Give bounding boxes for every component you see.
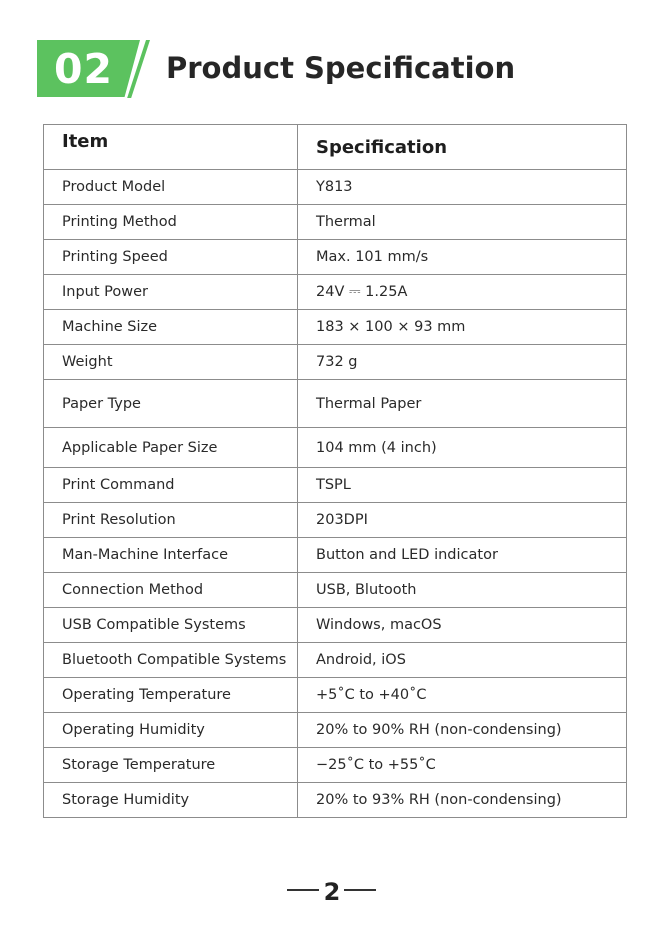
spec-cell: +5˚C to +40˚C bbox=[298, 678, 627, 713]
table-row bbox=[44, 380, 627, 428]
item-cell: Paper Type bbox=[44, 380, 298, 428]
table-row bbox=[44, 240, 627, 275]
item-cell: Operating Humidity bbox=[44, 713, 298, 748]
spec-cell: USB, Blutooth bbox=[298, 573, 627, 608]
table-row bbox=[44, 345, 627, 380]
table-row bbox=[44, 503, 627, 538]
spec-cell: Max. 101 mm/s bbox=[298, 240, 627, 275]
spec-cell: TSPL bbox=[298, 468, 627, 503]
item-cell: Man-Machine Interface bbox=[44, 538, 298, 573]
item-cell: Printing Method bbox=[44, 205, 298, 240]
table-row bbox=[44, 643, 627, 678]
table-row bbox=[44, 205, 627, 240]
item-cell: Bluetooth Compatible Systems bbox=[44, 643, 298, 678]
section-number: 02 bbox=[54, 45, 114, 93]
table-row bbox=[44, 713, 627, 748]
item-cell: Storage Humidity bbox=[44, 783, 298, 818]
item-cell: Storage Temperature bbox=[44, 748, 298, 783]
spec-cell: Thermal bbox=[298, 205, 627, 240]
item-cell: Product Model bbox=[44, 170, 298, 205]
footer-rule-left bbox=[287, 889, 319, 891]
table-row bbox=[44, 783, 627, 818]
spec-cell: Android, iOS bbox=[298, 643, 627, 678]
table-row bbox=[44, 428, 627, 468]
spec-cell: 20% to 93% RH (non-condensing) bbox=[298, 783, 627, 818]
spec-cell: Windows, macOS bbox=[298, 608, 627, 643]
table-row bbox=[44, 608, 627, 643]
spec-cell: Y813 bbox=[298, 170, 627, 205]
table-row bbox=[44, 170, 627, 205]
spec-cell: 24V ⎓ 1.25A bbox=[298, 275, 627, 310]
spec-cell: Button and LED indicator bbox=[298, 538, 627, 573]
spec-cell: 183 × 100 × 93 mm bbox=[298, 310, 627, 345]
item-cell: Printing Speed bbox=[44, 240, 298, 275]
table-row bbox=[44, 748, 627, 783]
item-cell: Operating Temperature bbox=[44, 678, 298, 713]
column-header-specification: Specification bbox=[298, 125, 627, 170]
spec-cell: 20% to 90% RH (non-condensing) bbox=[298, 713, 627, 748]
table-row bbox=[44, 538, 627, 573]
table-header-row bbox=[44, 125, 627, 170]
table-row bbox=[44, 468, 627, 503]
table-row bbox=[44, 275, 627, 310]
item-cell: Input Power bbox=[44, 275, 298, 310]
item-cell: Weight bbox=[44, 345, 298, 380]
item-cell: Print Resolution bbox=[44, 503, 298, 538]
item-cell: Connection Method bbox=[44, 573, 298, 608]
table-row bbox=[44, 573, 627, 608]
item-cell: Applicable Paper Size bbox=[44, 428, 298, 468]
spec-cell: 104 mm (4 inch) bbox=[298, 428, 627, 468]
spec-cell: 732 g bbox=[298, 345, 627, 380]
specification-table bbox=[43, 124, 627, 818]
table-row bbox=[44, 678, 627, 713]
page-number: 2 bbox=[323, 878, 341, 906]
page-title: Product Specification bbox=[166, 51, 516, 85]
spec-cell: 203DPI bbox=[298, 503, 627, 538]
section-header bbox=[0, 0, 662, 110]
item-cell: USB Compatible Systems bbox=[44, 608, 298, 643]
page-footer bbox=[0, 872, 662, 912]
column-header-item: Item bbox=[44, 125, 298, 170]
footer-rule-right bbox=[344, 889, 376, 891]
spec-cell: Thermal Paper bbox=[298, 380, 627, 428]
item-cell: Machine Size bbox=[44, 310, 298, 345]
spec-cell: −25˚C to +55˚C bbox=[298, 748, 627, 783]
table-row bbox=[44, 310, 627, 345]
item-cell: Print Command bbox=[44, 468, 298, 503]
